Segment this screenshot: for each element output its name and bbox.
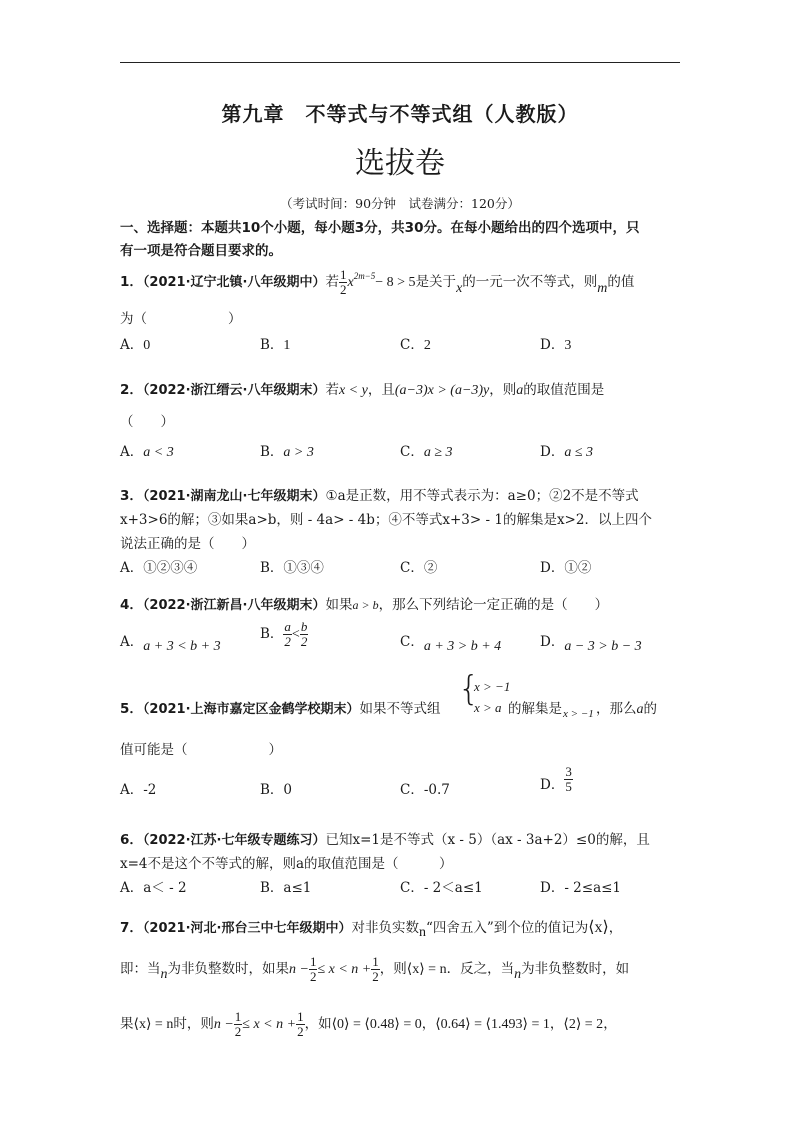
- math-var: a: [516, 383, 524, 398]
- question-source: （2022·浙江缙云·八年级期末）: [142, 383, 326, 398]
- solution-set: x > −1: [563, 708, 594, 720]
- question-number: 5．: [120, 701, 143, 717]
- option-a[interactable]: A．①②③④: [120, 560, 198, 576]
- question-number: 2．: [120, 382, 143, 398]
- math-var: x: [456, 281, 463, 296]
- question-source: （2021·河北·邢台三中七年级期中）: [142, 921, 352, 936]
- question-text: ，则: [489, 382, 517, 398]
- math-expr: a > b: [352, 598, 379, 612]
- question-3-line2: x+3>6的解；③如果a>b，则 - 4a> - 4b；④不等式x+3> - 1的解集是x>2．以上四个: [120, 512, 652, 528]
- option-a[interactable]: A．a + 3 < b + 3: [120, 634, 221, 654]
- question-number: 7．: [120, 920, 143, 936]
- option-a[interactable]: A．a < 3: [120, 444, 174, 460]
- question-number: 3．: [120, 488, 143, 504]
- exponent: 2m−5: [353, 271, 376, 281]
- option-d[interactable]: D． $\frac{3}{5}$: [540, 764, 572, 794]
- question-text: ，: [608, 920, 623, 936]
- question-text: 若: [325, 382, 339, 398]
- system-brace: {: [458, 669, 480, 709]
- question-5-text2: 的解集是: [508, 701, 562, 717]
- question-text: ①a是正数，用不等式表示为：a≥0；②2不是不等式: [325, 488, 639, 504]
- section-intro-line1: 一、选择题：本题共10个小题，每小题3分，共30分。在每小题给出的四个选项中，只: [120, 220, 640, 236]
- option-d[interactable]: D．3: [540, 337, 572, 353]
- question-4: [120, 593, 608, 613]
- question-7-line2: 即：当n为非负整数时，如果n − $\frac{1}{2}$ ≤ x < n + $\frac{1}{2}$ ，则⟨x⟩ = n．反之，当n为非负整数时，如: [120, 954, 630, 984]
- question-text: 对非负实数: [351, 920, 419, 936]
- math-var: n: [418, 925, 426, 940]
- option-b[interactable]: B．a≤1: [260, 880, 312, 896]
- question-5-text: [120, 697, 441, 717]
- option-c[interactable]: C．2: [400, 337, 431, 353]
- question-number: 4．: [120, 597, 143, 613]
- question-2-line2: （ ）: [120, 414, 174, 430]
- question-text: 若: [325, 274, 339, 290]
- math-expr: − 8 > 5: [375, 275, 416, 290]
- question-source: （2021·辽宁北镇·八年级期中）: [142, 275, 326, 290]
- option-d[interactable]: D．a ≤ 3: [540, 444, 594, 460]
- math-expr: (a−3)x > (a−3)y: [394, 383, 490, 398]
- header-rule: [120, 62, 680, 63]
- question-1: [120, 268, 634, 297]
- question-text: 如果不等式组: [359, 701, 441, 717]
- question-text: 的取值范围是: [523, 382, 605, 398]
- question-7: [120, 916, 623, 940]
- question-7-line3: 果⟨x⟩ = n时，则n − $\frac{1}{2}$ ≤ x < n + $\frac{1}{2}$ ，如⟨0⟩ = ⟨0.48⟩ = 0，⟨0.64⟩ = ⟨1.493⟩ = 1，⟨2⟩ = 2，: [120, 1009, 617, 1039]
- question-3-line3: 说法正确的是（ ）: [120, 536, 255, 552]
- question-5-line2: 值可能是（ ）: [120, 742, 282, 758]
- math-var: m: [597, 281, 608, 296]
- option-b[interactable]: B．1: [260, 337, 291, 353]
- question-2: [120, 378, 604, 399]
- page-title: 第九章 不等式与不等式组（人教版）: [221, 102, 579, 126]
- question-number: 1．: [120, 274, 143, 290]
- option-b[interactable]: B．①③④: [260, 560, 324, 576]
- option-d[interactable]: D．①②: [540, 560, 592, 576]
- section-intro-line2: 有一项是符合题目要求的。: [120, 243, 282, 259]
- option-a[interactable]: A．0: [120, 337, 151, 353]
- option-c[interactable]: C．-0.7: [400, 782, 450, 798]
- question-6: [120, 828, 650, 848]
- option-d[interactable]: D．- 2≤a≤1: [540, 880, 622, 896]
- option-b[interactable]: B．a > 3: [260, 444, 314, 460]
- question-source: （2021·湖南龙山·七年级期末）: [142, 489, 326, 504]
- question-6-line2: x=4不是这个不等式的解，则a的取值范围是（ ）: [120, 856, 453, 872]
- option-c[interactable]: C．a + 3 > b + 4: [400, 634, 502, 654]
- option-a[interactable]: A．-2: [120, 782, 157, 798]
- question-text: 已知x=1是不等式（x - 5）（ax - 3a+2）≤0的解，且: [325, 832, 650, 848]
- system-line-2: x > a: [474, 700, 502, 715]
- option-b[interactable]: B．0: [260, 782, 293, 798]
- question-3: [120, 484, 639, 504]
- system-line-1: x > −1: [474, 679, 511, 694]
- question-1-line2: 为（ ）: [120, 311, 242, 327]
- math-expr: ⟨x⟩: [588, 919, 609, 936]
- page-subtitle: 选拔卷: [355, 146, 445, 181]
- fraction: $\frac{1}{2}$: [339, 267, 347, 297]
- option-d[interactable]: D．a − 3 > b − 3: [540, 634, 642, 654]
- question-source: （2021·上海市嘉定区金鹤学校期末）: [142, 702, 360, 717]
- option-c[interactable]: C．- 2＜a≤1: [400, 880, 483, 896]
- math-var: x: [347, 275, 354, 290]
- question-text: 的一元一次不等式，则: [462, 274, 598, 290]
- exam-info: （考试时间：90分钟 试卷满分：120分）: [280, 196, 520, 211]
- question-5-text3: ，那么a的: [596, 701, 657, 717]
- question-text: 如果: [325, 597, 353, 613]
- question-text: ，且: [367, 382, 395, 398]
- question-text: 是关于: [415, 274, 457, 290]
- question-number: 6．: [120, 832, 143, 848]
- option-b[interactable]: B． $\frac{a}{2}$ < $\frac{b}{2}$: [260, 619, 308, 649]
- option-a[interactable]: A．a＜ - 2: [120, 880, 187, 896]
- question-text: ，那么下列结论一定正确的是（ ）: [378, 597, 609, 613]
- option-c[interactable]: C．a ≥ 3: [400, 444, 453, 460]
- question-text: 的值: [607, 274, 635, 290]
- question-text: “四舍五入”到个位的值记为: [425, 920, 589, 936]
- math-expr: x < y: [338, 383, 368, 398]
- option-c[interactable]: C．②: [400, 560, 438, 576]
- question-source: （2022·浙江新昌·八年级期末）: [142, 598, 326, 613]
- question-source: （2022·江苏·七年级专题练习）: [142, 833, 326, 848]
